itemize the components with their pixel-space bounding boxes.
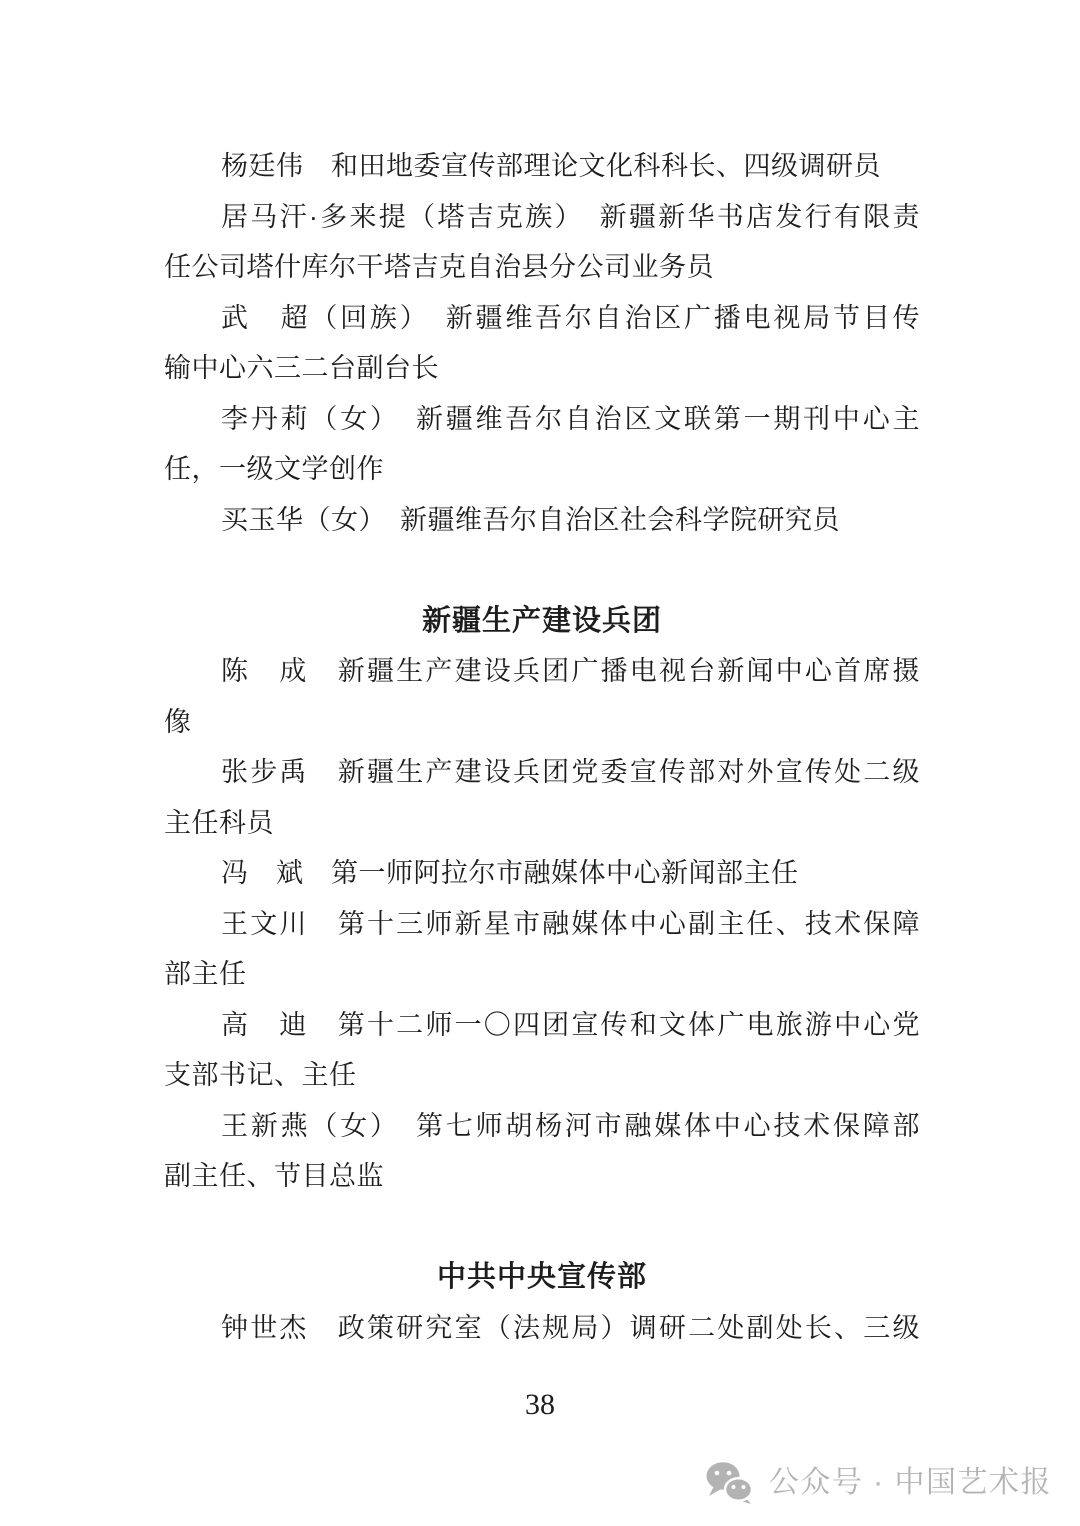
text-line: 陈 成 新疆生产建设兵团广播电视台新闻中心首席摄 xyxy=(221,656,920,686)
section-header: 中共中央宣传部 xyxy=(436,1261,647,1293)
text-line: 武 超（回族） 新疆维吾尔自治区广播电视局节目传 xyxy=(221,302,920,333)
text-line: 像 xyxy=(164,706,192,737)
text-line: 王文川 第十三师新星市融媒体中心副主任、技术保障 xyxy=(221,908,920,939)
text-line: 李丹莉（女） 新疆维吾尔自治区文联第一期刊中心主 xyxy=(221,403,920,434)
text-line: 副主任、节目总监 xyxy=(164,1161,384,1191)
document-body xyxy=(164,141,920,1353)
blank-line xyxy=(164,1202,920,1253)
text-line: 输中心六三二台副台长 xyxy=(164,353,439,383)
watermark xyxy=(705,1461,1052,1505)
text-line: 王新燕（女） 第七师胡杨河市融媒体中心技术保障部 xyxy=(221,1110,920,1141)
text-line: 张步禹 新疆生产建设兵团党委宣传部对外宣传处二级 xyxy=(221,757,920,787)
blank-line xyxy=(164,545,920,596)
text-line: 冯 斌 第一师阿拉尔市融媒体中心新闻部主任 xyxy=(221,858,799,888)
page-number: 38 xyxy=(525,1388,555,1421)
text-line: 部主任 xyxy=(164,959,247,989)
watermark-text: 公众号 · 中国艺术报 xyxy=(768,1466,1052,1499)
text-line: 主任科员 xyxy=(164,807,274,838)
text-line: 任公司塔什库尔干塔吉克自治县分公司业务员 xyxy=(164,252,714,282)
text-line: 支部书记、主任 xyxy=(164,1060,357,1090)
text-line: 杨廷伟 和田地委宣传部理论文化科科长、四级调研员 xyxy=(221,151,881,181)
text-line: 高 迪 第十二师一〇四团宣传和文体广电旅游中心党 xyxy=(221,1009,920,1040)
text-line: 任，一级文学创作 xyxy=(164,454,384,484)
text-line: 买玉华（女） 新疆维吾尔自治区社会科学院研究员 xyxy=(221,504,840,535)
wechat-icon xyxy=(705,1461,755,1505)
section-header: 新疆生产建设兵团 xyxy=(421,604,662,637)
text-line: 钟世杰 政策研究室（法规局）调研二处副处长、三级 xyxy=(221,1312,920,1343)
text-line: 居马汗·多来提（塔吉克族） 新疆新华书店发行有限责 xyxy=(221,201,920,232)
